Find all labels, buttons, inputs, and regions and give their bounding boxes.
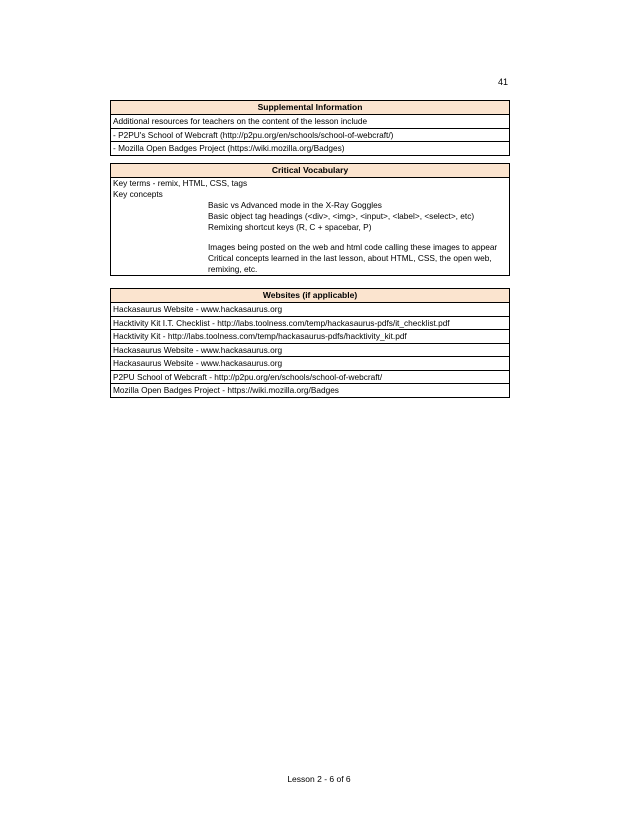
page-footer: Lesson 2 - 6 of 6 (287, 774, 351, 784)
website-row: P2PU School of Webcraft - http://p2pu.org/en/schools/school-of-webcraft/ (111, 371, 509, 385)
critical-vocabulary-header: Critical Vocabulary (111, 164, 509, 178)
concept-item: remixing, etc. (208, 264, 258, 274)
website-row: Hacktivity Kit I.T. Checklist - http://labs.toolness.com/temp/hackasaurus-pdfs/it_checklist.pdf (111, 317, 509, 331)
key-concepts-list (111, 200, 509, 275)
critical-vocabulary-section (110, 163, 510, 276)
website-row: Mozilla Open Badges Project - https://wiki.mozilla.org/Badges (113, 385, 339, 395)
supplemental-row: - P2PU's School of Webcraft (http://p2pu.org/en/schools/school-of-webcraft/) (111, 129, 509, 143)
key-concepts-label: Key concepts (113, 189, 163, 199)
websites-section (110, 288, 510, 398)
concept-item: Basic vs Advanced mode in the X-Ray Goggles (208, 200, 382, 210)
concept-item: Critical concepts learned in the last lesson, about HTML, CSS, the open web, (208, 253, 492, 263)
website-row: Hacktivity Kit - http://labs.toolness.com/temp/hackasaurus-pdfs/hacktivity_kit.pdf (111, 330, 509, 344)
supplemental-information-header: Supplemental Information (111, 101, 509, 115)
concept-item: Basic object tag headings (<div>, <img>, <input>, <label>, <select>, etc) (208, 211, 475, 221)
website-row: Hackasaurus Website - www.hackasaurus.org (111, 357, 509, 371)
concept-item: Images being posted on the web and html code calling these images to appear (208, 242, 498, 252)
concept-item: Remixing shortcut keys (R, C + spacebar, P) (208, 222, 372, 232)
supplemental-row: Additional resources for teachers on the content of the lesson include (111, 115, 509, 129)
websites-header: Websites (if applicable) (111, 289, 509, 303)
supplemental-row: - Mozilla Open Badges Project (https://wiki.mozilla.org/Badges) (113, 143, 345, 153)
website-row: Hackasaurus Website - www.hackasaurus.org (111, 303, 509, 317)
page-number: 41 (497, 77, 508, 87)
website-row: Hackasaurus Website - www.hackasaurus.org (111, 344, 509, 358)
supplemental-information-section (110, 100, 510, 156)
key-terms: Key terms - remix, HTML, CSS, tags (113, 178, 248, 188)
